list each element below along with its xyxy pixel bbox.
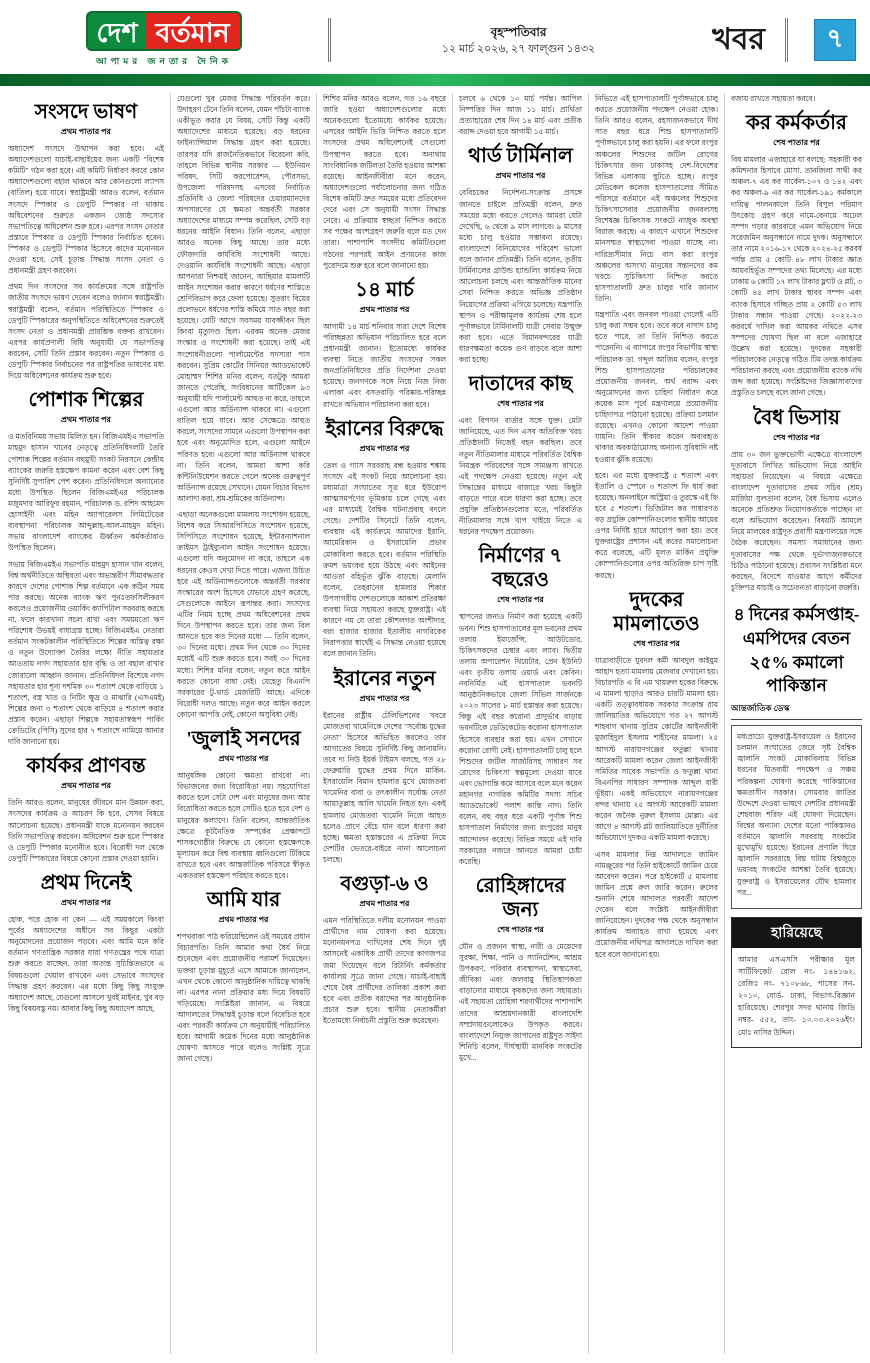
article-paragraph: শপথবাক্য পাঠ করিয়েছিলেন ওই সময়ের প্রধান বিচারপতি। তিনি আমার কথা ধৈর্য নিয়ে শুনেছেন এবং প্রয়োজনীয় পরামর্শ দিয়েছেন। ভক্তরা চূড়ান্ত মুহূর্তে এসে আমাকে জানালেন, এখন থেকে কোনো আনুষ্ঠানিক দায়িত্বে থাকছি না। এরপর নানা প্রক্রিয়ার মধ্য দিয়ে বিষয়টি গড়িয়েছে। সংশ্লিষ্টরা জানান, এ বিষয়ে আদালতের সিদ্ধান্তই চূড়ান্ত বলে বিবেচিত হবে এবং পরবর্তী কার্যক্রম সে অনুযায়ীই পরিচালিত হবে। আগামী কয়েক দিনের মধ্যে আনুষ্ঠানিক ঘোষণা আসতে পারে বলেও সংশ্লিষ্ট সূত্রে জানা গেছে। <box>177 932 310 1064</box>
boxed-article <box>731 725 862 909</box>
article-paragraph: এবং বিপণন বার্তার সঙ্গে যুক্ত। মেটা জানিয়েছে, এত দিন এসব অতিরিক্ত খরচ প্রতিষ্ঠানটি নিজেই বহন করছিল। তবে নতুন নীতিমালার মাধ্যমে পরিবর্তিত বৈশ্বিক নিয়ন্ত্রক পরিবেশের সঙ্গে সামঞ্জস্য রাখতে এই পদক্ষেপ নেওয়া হয়েছে। নতুন এই সিদ্ধান্তের মাধ্যমে বাজারে খরচ কিছুটা বাড়তে পারে বলে ধারণা করা হচ্ছে। তবে প্রযুক্তি প্রতিষ্ঠানগুলোর মতে, পরিবর্তিত নীতিমালার সঙ্গে খাপ খাইয়ে নিতে এ ধরনের পদক্ষেপ প্রয়োজন। <box>459 416 582 537</box>
continued-from-label: শেষ পাতার পর <box>497 399 544 409</box>
article-paragraph: যাত্রাবাড়ীতে যুবদল কর্মী আবদুল কাইয়ুম আহাদ হত্যা মামলায় মেজবার দেখানো হয়। বিচারপতি এ বি এম খায়রুল হকের বিরুদ্ধে এ মামলা ছাড়াও আরও চারটি মামলা হয়। একটি তত্ত্বাবধায়ক সরকার সংক্রান্ত রায় জালিয়াতির অভিযোগে গত ২৭ আগস্ট শাহবাগ থানায় সুপ্রিম কোর্টের আইনজীবী মুজাহিদুল ইসলাম শাহীনের মামলা। ২৫ আগস্ট নারায়ণগঞ্জের ফতুল্লা থানায় আরেকটি মামলা করেন জেলা আইনজীবী সমিতির সাবেক সভাপতি ও ফতুল্লা থানা বিএনপির সাধারণ সম্পাদক আব্দুল বারী ভূঁইয়া। একই অভিযোগে নারায়ণগঞ্জের বন্দর থানায় ২৫ আগস্ট আরেকটি মামলা করেন জনৈক নুরুল ইসলাম মোল্লা। এর আগে ৪ আগস্ট প্লট জালিয়াতিতে দুর্নীতির অভিযোগে দুদকও একটি মামলা করেছে। <box>595 655 718 843</box>
continued-from-label: শেষ পাতার পর <box>497 595 544 605</box>
article-headline: দুদকের মামলাতেও <box>613 588 700 635</box>
article-paragraph: এছাড়া অনেকগুলো মামলায় সংশোধন হয়েছে, বিশেষ করে সিআরপিসিতে সংশোধন হয়েছে, সিপিসিতে সংশোধন হয়েছে, ইন্টারন্যাশনাল ক্রাইমস ট্রাইব্যুনাল আইন সংশোধন হয়েছে। এগুলো যদি অনুমোদন না করে, তাহলে এক ধরনের কেওস দেখা দিতে পারে। এজন্য উচিত হবে এই অর্ডিন্যান্সগুলোকে অন্তর্বর্তী সরকার সংস্কারের অংশ হিসেবে যেভাবে গ্রহণ করেছে, সেগুলোকে আইনে রূপান্তর করা। সংসদের এটির নিয়ম হচ্ছে প্রথম অধিবেশনের প্রথম দিনে উপস্থাপন করতে হবে। তার জন্য বিল আনতে হবে কত দিনের মধ্যে — তিনি বলেন, ৩০ দিনের মধ্যে। প্রথম দিন থেকে ৩০ দিনের মধ্যেই এটি শুরু করতে হবে। সবই ৩০ দিনের মধ্যে। শিশির মনির বলেন, নতুন করে আইন করতে কোনো বাধা নেই। যেহেতু বিএনপি সরকারের টু-থার্ড মেজরিটি আছে। এদিকে বিরোধী দলও আছে। নতুন করে আইন করলে কোনো আপত্তি নেই, কোনো অসুবিধা নেই। <box>177 510 310 720</box>
article-paragraph: হোক, পরে হোক না কেন — এই সময়কালে কিংবা পূর্বের অধ্যাদেশের অধীনে সব কিছুর একটা অনুমোদনের প্রয়োজন পড়বে। এবং আমি মনে করি বর্তমান গণতান্ত্রিক সরকার যারা গণতন্ত্রের পথে যাত্রা শুরু করতে যাচ্ছেন, তারা অত্যন্ত সুচিন্তিতভাবে এ বিষয়গুলো খেয়াল রাখবেন এবং সেভাবে সংসদের সিদ্ধান্ত গ্রহণ করবেন। এর মধ্যে কিছু কিছু সংযুক্ত অধ্যাদেশ আছে, যেগুলো আসলে খুবই মাইনর, খুব বড় কিছু বিষয়বস্তু নয়। আবার কিছু কিছু অধ্যাদেশ আছে, <box>8 915 164 1013</box>
continued-from-label: প্রথম পাতার পর <box>495 171 546 181</box>
boxed-article-body: মধ্যপ্রাচ্যে যুক্তরাষ্ট্র-ইসরায়েল ও ইরানের চলমান সংঘাতের জেরে সৃষ্ট বৈশ্বিক জ্বালানি সংকট মোকাবিলায় বিভিন্ন ধরনের মিতব্যয়ী পদক্ষেপ ও সঞ্চয় পরিকল্পনা ঘোষণা করেছে পাকিস্তানের ক্ষমতাসীন সরকার। সোমবার জাতির উদ্দেশে দেওয়া ভাষণে দেশটির প্রধানমন্ত্রী শেহবাজ শরিফ এই ঘোষণা দিয়েছেন। বিশ্বের অন্যান্য দেশের মতো পাকিস্তানও বর্তমানে জ্বালানি সরবরাহ সংকটের মুখোমুখি হয়েছে। ইরানের প্রণালি ঘিরে জ্বালানি সরবরাহে বিঘ্ন ঘটায় বিশ্বজুড়ে ভয়াবহ সংকটের আশঙ্কা তৈরি হয়েছে। যুক্তরাষ্ট্র ও ইসরায়েলের যৌথ হামলার পর... <box>737 732 856 897</box>
article-paragraph: স্থাপনের জন্যও নির্মাণ করা হয়েছে একটি ভবন। শিশু হাসপাতালের মূল ভবনের প্রথম তলায় ইমার্জেন্সি, আউটডোর, চিকিৎসকদের চেম্বার এবং ল্যাব। দ্বিতীয় তলায় অপারেশন থিয়েটার, প্রেন ইউনিট এবং তৃতীয় তলায় ওয়ার্ড এবং কেবিন। নবনির্মিত এই হাসপাতাল ভবনটি আনুষ্ঠানিকভাবে জেলা সিভিল সার্জনকে ২০২৩ সালের ৮ মার্চ হস্তান্তর করা হয়েছে। কিন্তু এই বছর করোনা প্রাদুর্ভাব বাড়ায় ভবনটিকে ডেডিকেটেড করোনা হাসপাতাল হিসেবে ব্যবহার করা হয়। এখন সেখানে করোনা রোগী নেই। হাসপাতালটি চালু হলে শিশুদের জটিল সার্জারিসহ সাধারণ সব রোগের চিকিৎসা স্বল্পমূল্যে দেওয়া যাবে এবং ভোগান্তি কমে আসবে বলে মনে করেন মহানগর নাগরিক কমিটির সদস্য সচিব অ্যাডভোকেট পলাশ কান্তি নাগ। তিনি বলেন, বহু বছর ধরে একটি পূর্ণাঙ্গ শিশু হাসপাতাল নির্মাণের জন্য রংপুরের মানুষ আন্দোলন করেছে। বিভিন্ন সময়ে এই দাবি সরকারের নজরে আনতে আমরা চেষ্টা করেছি। <box>459 612 582 866</box>
article-paragraph: সভায় বিজিএমইএ সভাপতি মাহমুদ হাসান খান বলেন, বিশ্ব অর্থনীতিতে অস্থিরতা এবং অভ্যন্তরীণ সীমাবদ্ধতার কারণে দেশের পোশাক শিল্প বর্তমানে এক কঠিন সময় পার করছে। অনেক ব্যাংক ঋণ পুনঃতফসিলীকরণ করলেও প্রয়োজনীয় ওয়ার্কিং ক্যাপিটাল সরবরাহ করছে না, ফলে কারখানা সচল রাখা এবং সময়মতো ঋণ পরিশোধ উভয়ই বাধাগ্রস্ত হচ্ছে। বিজিএমইএ নেতারা বর্তমান সংকটকালীন পরিস্থিতিতে শিল্পের অস্তিত্ব রক্ষা ও নতুন উদ্যোক্তা তৈরির লক্ষ্যে নীতি সহায়তার আওতায় নগদ সহায়তার হার বৃদ্ধি ও তা বহাল রাখার জোরালো আহ্বান জানান। প্রতিনিধিদল বিশেষে নগদ সহায়তার হার শূন্য দশমিক ৩০ শতাংশ থেকে বাড়িয়ে ১ শতাংশ, বস্ত্র খাত ও নিটিং ক্ষুদ্র ও মাঝারি (এসএমই) শিল্পের জন্য ৩ শতাংশ থেকে বাড়িয়ে ৪ শতাংশ করার প্রস্তাব করেন। এছাড়া শিল্পকে সহায়তাস্বরূপ পার্কিং ক্রেডিটের (পিসি) সুদের হার ৭ শতাংশে নামিয়ে আনার দাবি জানানো হয়। <box>8 559 164 747</box>
article-headline: ইরানের নতুন <box>333 667 436 690</box>
logo-word-desh: দেশ <box>86 11 145 51</box>
weekday-label: বৃহস্পতিবার <box>490 24 547 39</box>
continued-from-label: শেষ পাতার পর <box>497 924 544 934</box>
article-paragraph: বেবিচকের নির্দেশনা-সংক্রান্ত প্রসঙ্গে জানতে চাইলে প্রতিমন্ত্রী বলেন, দ্রুত সময়ের মধ্যে করতে গেলেও আমরা যেটা দেখেছি, ৬ থেকে ৯ মাস লাগবে। ৯ মাসের মধ্যে চালু হওয়ার সম্ভাবনা রয়েছে। বাংলাদেশে বিনিয়োগের পরিবেশ ভালো বলে জানান প্রতিমন্ত্রী। তিনি বলেন, তৃতীয় টার্মিনালের গ্রাউন্ড হ্যান্ডলিং কার্যক্রম নিয়ে আলোচনা চলছে এবং আন্তর্জাতিক মানের সেবা নিশ্চিত করতে অভিজ্ঞ প্রতিষ্ঠান নিয়োগের প্রক্রিয়া এগিয়ে চলেছে। যন্ত্রপাতি স্থাপন ও পরীক্ষামূলক কার্যক্রম শেষ হলে পূর্ণাঙ্গভাবে টার্মিনালটি যাত্রী সেবায় উন্মুক্ত করা হবে। এতে বিমানবন্দরের যাত্রী ধারণক্ষমতা কয়েক গুণ বাড়বে বলে আশা করা হচ্ছে। <box>459 188 582 365</box>
desk-byline: আন্তর্জাতিক ডেস্ক <box>731 702 862 720</box>
article-headline: সংসদে ভাষণ <box>34 101 138 123</box>
article-headline: প্রথম দিনেই <box>40 872 132 895</box>
article-paragraph: যৌন ও প্রজনন স্বাস্থ্য, নারী ও মেয়েদের সুরক্ষা, শিক্ষা, পানি ও স্যানিটেশন, আশ্রয় উপকরণ, পরিবার ব্যবস্থাপনা, স্বাস্থ্যসেবা, জীবিকা এবং জলবায়ু স্থিতিস্থাপকতা বাড়ানোর মাধ্যমে কৃষকদের জন্য সহায়তা। এই সহায়তা রোহিঙ্গা শরণার্থীদের পাশাপাশি তাদের আশ্রয়দানকারী বাংলাদেশি সম্প্রদায়গুলোকেও উপকৃত করবে। বাংলাদেশে নিযুক্ত জাপানের রাষ্ট্রদূত সাইদা শিনিচি বলেন, দীর্ঘস্থায়ী মানবিক সংকটের মুখে... <box>459 941 582 1062</box>
article-headline: পোশাক শিল্পের <box>28 389 144 412</box>
article-headline: কর কর্মকর্তার <box>746 112 847 135</box>
continued-from-label: প্রথম পাতার পর <box>359 304 410 314</box>
article-paragraph: যন্ত্রপাতি এবং জনবল পাওয়া গেলেই এটি চালু করা সম্ভব হবে। তবে কবে নাগাদ চালু হতে পারে, তা তিনি নিশ্চিত করতে পারেননি। এ ব্যাপারে রংপুর বিভাগীয় স্বাস্থ্য পরিচালক ডা. গব্দুল আজিম বলেন, রংপুর শিশু হাসপাতালের পরিচালকের প্রয়োজনীয় জনবল, অর্থ বরাদ্দ এবং অনুমোদনের জন্য চাহিদা নির্ধারণ করে কয়েক মাস পূর্বে মন্ত্রণালয়ে প্রয়োজনীয় চাহিদাপত্র পাঠানো হয়েছে। প্রক্রিয়া চলমান রয়েছে। এখনও কোনো আদেশ পাওয়া যায়নি। তিনি স্বীকার করেন অব্যবহৃত থাকার অবকাঠামোসহ অন্যান্য সুবিধাদি নষ্ট হওয়ার ঝুঁকি রয়েছে। <box>595 310 718 464</box>
newspaper-logo <box>14 11 314 69</box>
news-column <box>316 93 446 1354</box>
article-paragraph: প্রথম দিন সংসদের সব কার্যক্রমের সঙ্গে রাষ্ট্রপতি জাতীয় সংসদে ভাষণ দেবেন বলেও জানান স্বরাষ্ট্রমন্ত্রী। স্বরাষ্ট্রমন্ত্রী বলেন, বর্তমান পরিস্থিতিতে স্পিকার ও ডেপুটি স্পিকারের অনুপস্থিতিতে অধিবেশনের শুরুতেই সংসদ নেতা ও প্রধানমন্ত্রী প্রারম্ভিক বক্তব্য রাখবেন। এরপর কার্যপ্রণালী বিধি অনুযায়ী যে সভাপতিত্ব করবেন, সেটি তিনি প্রস্তাব করবেন। নতুন স্পিকার ও ডেপুটি স্পিকার নির্বাচনের পর রাষ্ট্রপতির ভাষণের মধ্য দিয়ে অধিবেশনের কার্যক্রম শুরু হবে। <box>8 282 164 381</box>
continued-from-label: প্রথম পাতার পর <box>218 754 269 764</box>
logo-tagline: আপামর জনতার দৈনিক <box>95 56 232 66</box>
lost-notice-body: আমার এসএসসি পরীক্ষার মূল সার্টিফিকেট রোল নং- ১৪৪১৬২, রেজিঃ নং- ৭১০৮৬৮, পাসের সন- ২০১০, বোর্ড- ঢাকা, বিভাগ-বিজ্ঞান হারিয়েছে। শেরপুর সদর থানায় জিডি নম্বর- ৫৫২, তাং- ১০.০৩.২০২৬ইং। মোঃ নাসির উদ্দিন। <box>738 954 855 1037</box>
article-paragraph: বিষ মামলার এজাহারে যা বলছে: সহকারী কর কমিশনার হিসাবে মোসা. তানজিলা সাথী কর অঞ্চল-৭ এর কর সার্কেল-১০৭ ও ১৪২ এবং কর অঞ্চল-৯ এর কর সার্কেল-১৯১ কর্মকালে দায়িত্ব পালনকালে তিনি বিপুল পরিমাণ উৎকোচ গ্রহণ করে নামে-বেনামে অঢেল সম্পদ গড়ার কারবারে এমন অভিযোগ নিয়ে সরেজমিন অনুসন্ধানে নামে দুদক। অনুসন্ধানে তার নামে ২০১৬-১৭ থেকে ২০২৪-২৫ করবর্ষ পর্যন্ত প্রায় ৫ কোটি ৪৮ লাখ টাকার জ্ঞাত আয়বহির্ভূত সম্পদের তথ্য মিলেছে। এর মধ্যে ঢাকায় ৬ কোটি ১৭ লাখ টাকার ফ্ল্যাট ও প্লট, ৩ কোটি ৪৫ লাখ টাকার স্থাবর সম্পদ এবং ব্যাংক হিসাবে গচ্ছিত প্রায় ২ কোটি ৫৩ লাখ টাকার সন্ধান পাওয়া গেছে। ২০২২-২৩ করবর্ষে দাখিল করা আয়কর নথিতে এসব সম্পদের ঘোষণা ছিল না বলে এজাহারে উল্লেখ করা হয়েছে। দুদকের সহকারী পরিচালকের নেতৃত্বে গঠিত টিম তদন্ত কার্যক্রম পরিচালনা করছে এবং প্রয়োজনীয় ব্যাংক নথি জব্দ করা হয়েছে। সংশ্লিষ্টদের জিজ্ঞাসাবাদের প্রস্তুতিও চলছে বলে জানা গেছে। <box>731 155 862 398</box>
news-column <box>452 93 582 1354</box>
article-headline: ইরানের বিরুদ্ধে <box>325 417 444 440</box>
news-column <box>724 93 862 1354</box>
article-paragraph: হবে। এর মধ্যে যুক্তরাষ্ট্রে ৫ শতাংশ এবং ইতালি ও স্পেনে ৩ শতাংশ ফি ধার্য করা হয়েছে। অনলাইনে অস্ট্রিয়া ও তুরস্কে এই ফি হবে ৫ শতাংশ। ডিজিটাল কর সাধারণত বড় প্রযুক্তি কোম্পানিগুলোর স্থানীয় আয়ের ওপর নির্দিষ্ট হারে আরোপ করা হয়। তবে যুক্তরাষ্ট্রের প্রশাসন এই করের সমালোচনা করে বলেছে, এটি মূলত মার্কিন প্রযুক্তি কোম্পানিগুলোর ওপর অতিরিক্ত চাপ সৃষ্টি করছে। <box>595 470 718 580</box>
article-columns <box>0 86 870 1354</box>
continued-from-label: প্রথম পাতার পর <box>61 898 111 908</box>
logo-wordmark <box>86 11 241 51</box>
article-paragraph: চলবে ৬ থেকে ১০ মার্চ পর্যন্ত। আপিল নিষ্পত্তির দিন আজ ১১ মার্চ। প্রার্থিতা প্রত্যাহারের শেষ দিন ১৪ মার্চ এবং প্রতীক বরাদ্দ দেওয়া হবে আগামী ১৫ মার্চ। <box>459 94 582 137</box>
news-column <box>588 93 718 1354</box>
article-paragraph: এমন পরিস্থিতিতে দলীয় মনোনয়ন পাওয়া প্রার্থীদের নাম ঘোষণা করা হয়েছে। মনোনয়নপত্র দাখিলের শেষ দিনে দুই আসনেই একাধিক প্রার্থী তাদের কাগজপত্র জমা দিয়েছেন বলে রিটার্নিং কর্মকর্তার কার্যালয় সূত্রে জানা গেছে। যাচাই-বাছাই শেষে বৈধ প্রার্থীদের তালিকা প্রকাশ করা হবে এবং প্রতীক বরাদ্দের পর আনুষ্ঠানিক প্রচার শুরু হবে। স্থানীয় নেতাকর্মীরা ইতোমধ্যে নির্বাচনী প্রস্তুতি শুরু করেছেন। <box>323 916 446 1026</box>
article-paragraph: প্রায় ৩০ জন ভুক্তভোগী এক্ষেত্রে বাংলাদেশ দূতাবাসে লিখিত অভিযোগ নিয়ে আইনি সহায়তা নিয়েছেন। এ বিষয়ে এক্ষেত্রে বাংলাদেশ দূতাবাসের প্রথম সচিব (শ্রম) মার্জিয়া সুলতানা বলেন, বৈধ ভিসায় এলেও অনেকে প্রতিশ্রুত নিয়োগকর্তাকে পাচ্ছেন না বলে অভিযোগ করেছেন। বিষয়টি আমলে নিয়ে মালয়ের রাষ্ট্রদূত প্রবাসী মন্ত্রণালয়ের সঙ্গে বৈঠক করেছেন। সমস্যা সমাধানের জন্য দূতাবাসের পক্ষ থেকে দুর্ভাগ্যজনকভাবে চিঠিও পাঠানো হয়েছে। প্রবাসন সংশ্লিষ্টরা মনে করছেন, বিদেশে যাওয়ার আগে কর্মীদের চুক্তিপত্র যাচাই ও সচেতনতা বাড়ানো জরুরি। <box>731 449 862 592</box>
masthead <box>0 0 870 72</box>
article-paragraph: নিভিতে এই হাসপাতালটি পূর্ণাঙ্গভাবে চালু করতে প্রয়োজনীয় পদক্ষেপ নেওয়া হোক। তিনি আরও বলেন, রহস্যজনকভাবে দীর্ঘ সাত বছর ধরে শিশু হাসপাতালটি পূর্ণাঙ্গভাবে চালু করা হয়নি। এর ফলে রংপুর অঞ্চলের শিশুদের জটিল রোগের চিকিৎসার জন্য ঢাকাসহ দেশ-বিদেশের বিভিন্ন এলাকায় ছুটতে হচ্ছে। রংপুর মেডিকেল কলেজ হাসপাতালের সীমিত পরিসরে বর্তমানে এই অঞ্চলের শিশুদের চিকিৎসাসেবার প্রয়োজনীয় জনবলসহ বিশেষজ্ঞ চিকিৎসক সংকটে নাজুক অবস্থা বিরাজ করছে। এ কারণে এখানে শিশুদের মানসম্মত স্বাস্থ্যসেবা পাওয়া যাচ্ছে না। দারিদ্র্যসীমার নিচে বাস করা রংপুর অঞ্চলের অসংখ্য মানুষের সন্তানদের কম খরচে সুচিকিৎসা নিশ্চিত করতে হাসপাতালটি দ্রুত চালুর দাবি জানান তিনি। <box>595 94 718 303</box>
continued-from-label: প্রথম পাতার পর <box>61 781 111 791</box>
article-headline: বৈধ ভিসায় <box>753 406 840 429</box>
date-block <box>345 23 692 58</box>
continued-from-label: প্রথম পাতার পর <box>359 899 410 909</box>
article-headline: দাতাদের কাছ <box>468 373 573 396</box>
article-headline: বগুড়া-৬ ও <box>340 873 429 896</box>
article-paragraph: আগামী ১৪ মার্চ শনিবার সারা দেশে বিশেষ পরিচ্ছন্নতা অভিযান পরিচালিত হবে বলে প্রধানমন্ত্রী জানান। ইতোমধ্যে কার্যকর ব্যবস্থা নিতে জাতীয় সংসদের সকল জনপ্রতিনিধিদের প্রতি নির্দেশনা দেওয়া হয়েছে। জনগণকে সঙ্গে নিয়ে নিজ নিজ এলাকা এবং বসতবাড়ি পরিষ্কার-পরিচ্ছন্ন রাখতে অভিযান পরিচালনা করা হবে। <box>323 321 446 409</box>
continued-from-label: শেষ পাতার পর <box>773 432 820 442</box>
section-label: খবর <box>712 22 765 56</box>
continued-from-label: প্রথম পাতার পর <box>359 693 410 703</box>
news-column <box>8 93 164 1354</box>
article-paragraph: শিশির মনির আরও বলেন, গত ১৬ বছরে জারি হওয়া অধ্যাদেশগুলোর মধ্যে অনেকগুলো ইতোমধ্যে কার্যকর হয়েছে। এসবের আইনি ভিত্তি নিশ্চিত করতে হলে সংসদের প্রথম অধিবেশনেই সেগুলো উপস্থাপন করতে হবে। অন্যথায় সাংবিধানিক জটিলতা তৈরি হওয়ার আশঙ্কা রয়েছে। আইনজীবীরা মনে করেন, অধ্যাদেশগুলো পর্যালোচনার জন্য গঠিত বিশেষ কমিটি দ্রুত সময়ের মধ্যে প্রতিবেদন দেবে এবং সে অনুযায়ী সংসদ সিদ্ধান্ত নেবে। এ প্রক্রিয়ায় স্বচ্ছতা নিশ্চিত করতে সব পক্ষের অংশগ্রহণ জরুরি বলে মত দেন তারা। পাশাপাশি সংসদীয় কমিটিগুলো গঠনের পরপরই আইন প্রণয়নের কাজ পুরোদমে শুরু হবে বলে জানানো হয়। <box>323 94 446 270</box>
continued-from-label: শেষ পাতার পর <box>773 138 820 148</box>
continued-from-label: প্রথম পাতার পর <box>359 443 410 453</box>
continued-from-label: প্রথম পাতার পর <box>61 415 111 425</box>
article-headline: 'জুলাই সনদের <box>186 728 301 751</box>
article-headline: আমি যার <box>206 889 281 912</box>
continued-from-label: প্রথম পাতার পর <box>218 915 269 925</box>
article-paragraph: ও মতবিনিময় সভায় মিলিত হন। বিজিএমইএ সভাপতি মাহমুদ হাসান খানের নেতৃত্বে প্রতিনিধিদলটি তৈরি পোশাক শিল্পের বর্তমান বহুমুখী সংকট নিরসনে কেন্দ্রীয় ব্যাংকের জরুরি হস্তক্ষেপ কামনা করেন এবং বেশ কিছু সুনির্দিষ্ট সুপারিশ পেশ করেন। প্রতিনিধিদলে অন্যান্যের মধ্যে উপস্থিত ছিলেন বিজিএমইএর পরিচালক মজুমদার আরিফুর রহমান, পরিচালক ড. রশিদ আহমেদ হোসাইনী এবং মহিন অ্যাপারেলস লিমিটেডের ব্যবস্থাপনা পরিচালক আব্দুল্লাহ-আল-মাহমুদ মহিন। সভায় বাংলাদেশ ব্যাংকের ঊর্ধ্বতন কর্মকর্তারাও উপস্থিত ছিলেন। <box>8 432 164 553</box>
article-paragraph: বজায় রাখতে সহায়তা করবে। <box>731 94 816 103</box>
article-paragraph: ইরানের রাষ্ট্রীয় টেলিভিশনের খবরে মোজতবা খামেনিকে দেশের "সর্বোচ্চ যুদ্ধের নেতা" হিসেবে অভিহিত করলেও তার আগাতের বিষয়ে সুনির্দিষ্ট কিছু জানায়নি। তবে দ্য নিউ ইয়র্ক টাইমস বলছে, গত ২৮ ফেব্রুয়ারি যুদ্ধের প্রথম দিনে মার্কিন-ইসরায়েলি বিমান হামলার মুখে মোজতবা খামেনির বাবা ও তৎকালীন সর্বোচ্চ নেতা আয়াতুল্লাহ আলি খামেনি নিহত হন। একই হামলায় মোজতবা খামেনি নিজে আহত হলেও প্রাণে বেঁচে যান বলে ধারণা করা হচ্ছে। ক্ষমতা হস্তান্তরের এ প্রক্রিয়া নিয়ে দেশটির ভেতরে-বাইরে নানা আলোচনা চলছে। <box>323 710 446 865</box>
lost-notice <box>731 917 862 1048</box>
article-headline: কার্যকর প্রাণবন্ত <box>26 755 146 778</box>
article-paragraph: যেগুলো খুব মেজর সিদ্ধান্ত পরিবর্তন করে। উদাহরণ টেনে তিনি বলেন, যেমন পাঁচটা ব্যাংক একীভূত করার যে বিষয়, সেটি কিন্তু একটি অধ্যাদেশের মাধ্যমে হয়েছে। বড় ধরনের ফাইন্যান্সিয়াল সিদ্ধান্ত গ্রহণ করা হয়েছে। তারপর যদি রাজনৈতিকভাবে বিবেচনা করি, তাহলে বিভিন্ন স্থানীয় সরকার — ইউনিয়ন পরিষদ, সিটি করপোরেশন, পৌরসভা, উপজেলা পরিষদসহ এসবের নির্বাচিত প্রতিনিধি ও জেলা পরিষদের চেয়ারম্যানদের অপসারণের যে ক্ষমতা অন্তর্বর্তী সরকার অধ্যাদেশের মাধ্যমে সম্পন্ন করেছিল, সেটি বড় ধরনের আইনি বিধান। তিনি বলেন, এছাড়া আরও অনেক কিছু আছে। তার মধ্যে ফৌজদারি কার্যবিধি সংশোধনী আছে। দেওয়ানি কার্যবিধি সংশোধনী আছে। এছাড়া আপনারা নিশ্চয়ই জানেন, আছিয়ার মামলাটি আইন সংশোধন করার কারণে ধর্ষণের শাস্তিতে শ্রেণিবিভাগ করে ফেলা হয়েছে। সুতরাং বিয়ের প্রলোভনে ধর্ষণের শাস্তি কমিয়ে সাত বছর করা হয়েছে। যেটি আগে সবসময় যাবজ্জীবন ছিল কিংবা মৃত্যুদণ্ড ছিল। এরকম অনেক মেজর সংস্কার ও সংশোধনী করা হয়েছে। তাই এই সংশোধনীগুলো পার্লামেন্টের সদস্যরা পাস করবেন। সুপ্রিম কোর্টের সিনিয়র অ্যাডভোকেট মোহাম্মদ শিশির মনির বলেন, যতটুকু আমরা জানতে পেরেছি, সংবিধানের আর্টিকেল ৯৩ অনুযায়ী যদি পার্লামেন্ট আহুত না করে, তাহলে এগুলো আর অর্ডিন্যান্স থাকবে না। এগুলো বাতিল হয়ে যাবে। আর সেক্ষেত্রে আহুত করলে, সংসদের সামনে এগুলো উপস্থাপন করা হবে এবং অনুমোদিত হলে, এগুলো আইনে পরিণত হবে। এগুলো আর অর্ডিন্যান্স থাকবে না। তিনি বলেন, আমরা আশা করি কন্টিনিউয়েশন করতে গেলে অনেক গুরুত্বপূর্ণ অর্ডিন্যান্স রয়েছে সেখানে। যেমন বিচার বিভাগ আলাদা করা, শ্রম-শ্রমিকের অর্ডিন্যান্স। <box>177 94 310 503</box>
masthead-divider-2 <box>785 18 788 62</box>
article-paragraph: তিনি আরও বলেন, মানুষের জীবনে মান উন্নয়ন করা, সংসদের কার্যক্রম ও আচরণ কি হবে, সেসব বিষয়ে আলোচনা হয়েছে। প্রধানমন্ত্রী যাকে মনোনয়ন করবেন তিনি সভাপতিত্ব করবেন। অধিবেশন শুরু হলে স্পিকার ও ডেপুটি স্পিকার মনোনীত হবে। বিরোধী দল থেকে ডেপুটি স্পিকারের বিষয়ে কোনো প্রস্তাব দেওয়া হয়নি। <box>8 798 164 863</box>
lost-notice-title: হারিয়েছে <box>732 918 861 948</box>
article-paragraph: আনুষঙ্গিক কোনো ক্ষমতা রাখবো না। বিভাজনের জন্য বিরোধিতা নয়। সহযোগিতা করতে হলে সেটা দেশ এবং মানুষের জন্য আর বিরোধিতা করতে হলে সেটিও হতে হবে দেশ ও মানুষের কল্যাণে। তিনি বলেন, আন্তর্জাতিক ক্ষেত্রে কূটনৈতিক সম্পর্কের প্রেক্ষাপটে শাসকগোষ্ঠীর বিরুদ্ধে যে কোনো হস্তক্ষেপকে মূল্যায়ন করে বিশ্ব ব্যবস্থায় ধ্বনিগুলো টিকিয়ে রাখতে হবে এবং আন্তর্জাতিক পরিসরে স্বীকৃত একতরফা হস্তক্ষেপ পরিহার করতে হবে। <box>177 771 310 881</box>
article-paragraph: এসব মামলার নিম্ন আদালতে জামিন নামঞ্জুরের পর তিনি হাইকোর্টে জামিন চেয়ে আবেদন করেন। পরে হাইকোর্ট ৫ মামলায় জামিন প্রশ্নে রুল জারি করেন। রুলের শুনানি শেষে আদালত পরবর্তী আদেশ দেবেন বলে সংশ্লিষ্ট আইনজীবীরা জানিয়েছেন। দুদকের পক্ষ থেকে অনুসন্ধান কার্যক্রম অব্যাহত রাখা হয়েছে এবং প্রয়োজনীয় নথিপত্র আদালতে দাখিল করা হবে বলে জানানো হয়। <box>595 849 718 959</box>
green-divider-bar <box>0 74 870 86</box>
masthead-divider <box>328 18 331 62</box>
article-paragraph: অধ্যাদেশ সংসদে উত্থাপন করা হবে। এই অধ্যাদেশগুলো যাচাই-বাছাইয়ের জন্য একটি "বিশেষ কমিটি" গঠন করা হবে। এই কমিটি নির্ধারণ করবে কোন অধ্যাদেশগুলো বহাল থাকবে আর কোনগুলো ল্যাপস (বাতিল) হয়ে যাবে। স্বরাষ্ট্রমন্ত্রী আরও বলেন, বর্তমান সংসদে স্পিকার ও ডেপুটি স্পিকার না থাকায় অধিবেশনের শুরুতে একজন জ্যেষ্ঠ সদস্যের সভাপতিত্বে অধিবেশন শুরু হবে। এরপর সংসদ নেতার প্রস্তাবে স্পিকার ও ডেপুটি স্পিকার নির্বাচিত হবেন। স্পিকার ও ডেপুটি স্পিকার হিসেবে কাদের মনোনয়ন দেওয়া হবে, সেই চূড়ান্ত সিদ্ধান্ত সংসদ নেতা ও প্রধানমন্ত্রী গ্রহণ করবেন। <box>8 144 164 276</box>
continued-from-label: শেষ পাতার পর <box>633 638 680 648</box>
continued-from-label: প্রথম পাতার পর <box>61 127 111 136</box>
article-paragraph: তেল ও গ্যাস সরবরাহ বন্ধ হওয়ার শঙ্কায় সংসদে এই সংকট নিয়ে আলোচনা হয়। মধ্যমাত্রা সংঘাতের সূত্র ধরে ইউরোপ আত্মসমর্পণের ভূমিকায় চলে গেছে এবং এর মাধ্যমেই বৈশ্বিক ঘটনাপ্রবাহ বদলে গেছে। দেশটির সিনেটে তিনি বলেন, ব্যবস্থার এই কার্যক্রমে আমাদের ইরানি, আমেরিকান ও ইসরায়েলি প্রভাব মোকাবিলা করতে হবে। বর্তমান পরিস্থিতি ক্রমশ ভয়ংকর হয়ে উঠছে এবং আইনের আওতা বহির্ভূত ঝুঁকি বাড়ছে। মেলানি বলেন, তেহরানের হামলার শিকার উপসাগরীয় দেশগুলোকে আকাশ প্রতিরক্ষা ব্যবস্থা নিয়ে সহায়তা করছে যুক্তরাষ্ট্র। এই কারণে নয় যে তারা কৌশলগত অংশীদার, বরং হাজার হাজার ইতালীয় নাগরিকের নিরাপত্তার স্বার্থেই এ সিদ্ধান্ত নেওয়া হয়েছে বলে জানান তিনি। <box>323 460 446 659</box>
article-headline-large: ৪ দিনের কর্মসপ্তাহ- এমপিদের বেতন ২৫% কমালো পাকিস্তান <box>733 604 860 696</box>
article-headline: রোহিঙ্গাদের জন্য <box>475 874 566 921</box>
news-column <box>170 93 310 1354</box>
article-headline: নির্মাণের ৭ বছরেও <box>478 545 563 592</box>
date-line: ১২ মার্চ ২০২৬, ২৭ ফাল্গুন ১৪৩২ <box>441 42 596 55</box>
page-number-badge: ৭ <box>814 19 856 61</box>
logo-word-bortoman: বর্তমান <box>145 11 241 51</box>
article-headline: থার্ড টার্মিনাল <box>468 145 573 168</box>
article-headline: ১৪ মার্চ <box>355 278 414 301</box>
